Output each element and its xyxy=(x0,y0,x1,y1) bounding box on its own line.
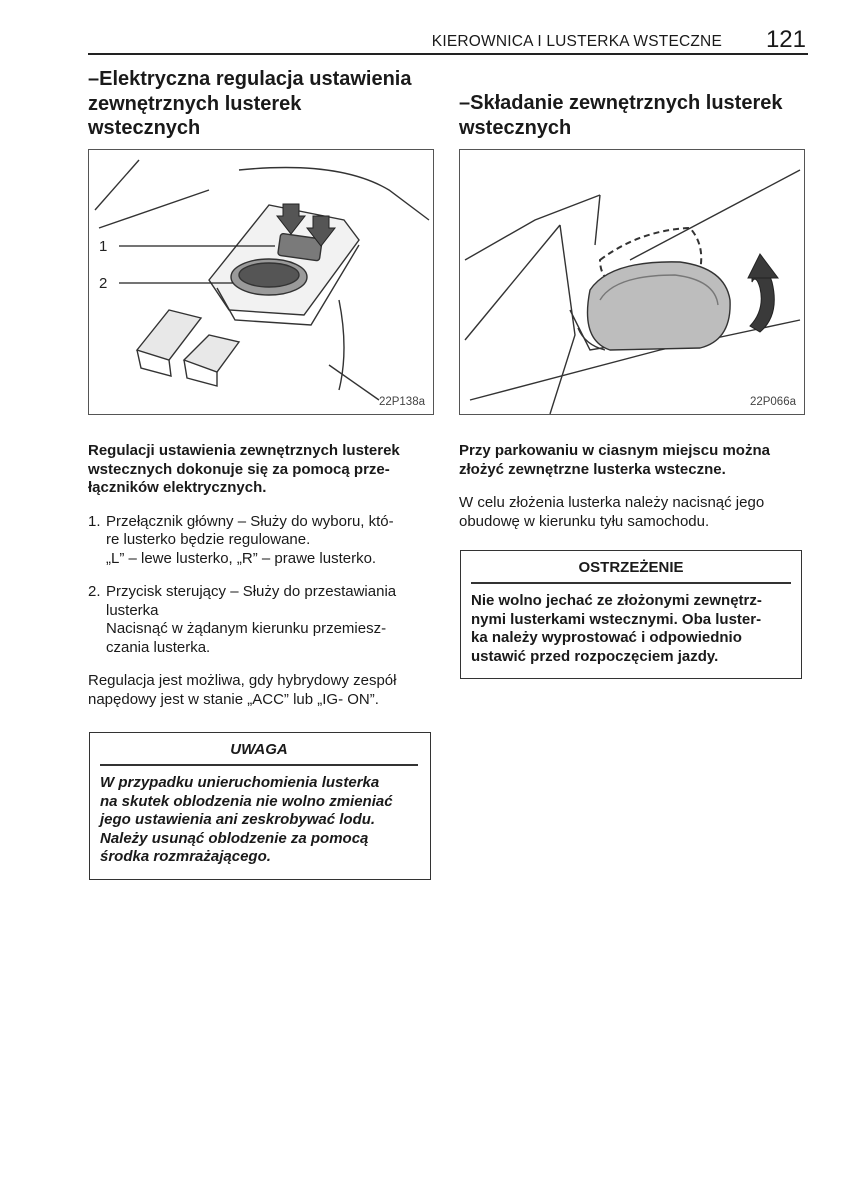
text-line: obudowę w kierunku tyłu samochodu. xyxy=(459,512,710,530)
text-line: Regulacji ustawienia zewnętrznych lusterek xyxy=(88,442,400,459)
figure-code: 22P138a xyxy=(378,396,425,408)
text-line: wstecznych dokonuje się za pomocą prze- xyxy=(88,460,390,478)
warning-box xyxy=(460,550,802,679)
mirror-fold-figure xyxy=(459,149,805,415)
text-line: Przy parkowaniu w ciasnym miejscu można xyxy=(459,442,770,459)
left-heading-line: –Elektryczna regulacja ustawienia xyxy=(88,68,412,90)
list-item-1 xyxy=(88,513,436,569)
text-line: W przypadku unieruchomienia lusterka xyxy=(100,774,380,791)
right-heading-line: wstecznych xyxy=(459,116,572,139)
text-line: na skutek oblodzenia nie wolno zmieniać xyxy=(100,792,393,810)
mirror-fold-illustration xyxy=(460,150,804,414)
callout-1: 1 xyxy=(99,238,108,255)
text-line: nymi lusterkami wstecznymi. Oba luster- xyxy=(471,610,762,628)
left-heading-line: wstecznych xyxy=(88,117,201,139)
text-line: re lusterko będzie regulowane. xyxy=(106,531,311,548)
list-number: 1. xyxy=(88,512,101,530)
text-line: Nacisnąć w żądanym kierunku przemiesz- xyxy=(106,620,387,637)
right-heading xyxy=(459,91,804,140)
text-line: złożyć zewnętrzne lusterka wsteczne. xyxy=(459,460,726,478)
left-lead xyxy=(88,442,436,498)
text-line: Należy usunąć oblodzenie za pomocą xyxy=(100,829,369,847)
mirror-switch-illustration xyxy=(89,150,433,414)
left-body xyxy=(88,442,436,709)
list-number: 2. xyxy=(88,583,101,600)
text-line: Nie wolno jechać ze złożonymi zewnętrz- xyxy=(471,592,762,609)
right-lead xyxy=(459,442,804,479)
text-line: lusterka xyxy=(106,601,159,619)
text-line: Przycisk sterujący – Służy do przestawiania xyxy=(106,583,397,600)
callout-2: 2 xyxy=(99,275,108,292)
caution-title: UWAGA xyxy=(100,741,418,766)
text-line: czania lusterka. xyxy=(106,638,211,656)
text-line: łączników elektrycznych. xyxy=(88,479,267,496)
caution-box xyxy=(89,732,431,880)
mirror-switch-figure xyxy=(88,149,434,415)
header-rule xyxy=(88,53,808,55)
right-body xyxy=(459,442,804,531)
warning-body xyxy=(471,584,791,666)
list-item-2 xyxy=(88,583,436,657)
text-line: jego ustawienia ani zeskrobywać lodu. xyxy=(100,811,376,828)
right-heading-line: –Składanie zewnętrznych lusterek xyxy=(459,92,783,114)
text-line: „L” – lewe lusterko, „R” – prawe lusterko. xyxy=(106,549,377,567)
caution-body xyxy=(100,766,418,867)
warning-title: OSTRZEŻENIE xyxy=(471,559,791,584)
text-line: ustawić przed rozpoczęciem jazdy. xyxy=(471,647,719,665)
page-number: 121 xyxy=(765,26,806,53)
header-title: KIEROWNICA I LUSTERKA WSTECZNE xyxy=(431,33,722,50)
figure-code: 22P066a xyxy=(749,396,796,408)
text-line: Regulacja jest możliwa, gdy hybrydowy zespół xyxy=(88,672,397,689)
left-heading-line: zewnętrznych lusterek xyxy=(88,92,302,115)
text-line: W celu złożenia lusterka należy nacisnąć jego xyxy=(459,494,765,511)
right-para xyxy=(459,494,804,531)
left-heading xyxy=(88,67,436,141)
text-line: napędowy jest w stanie „ACC” lub „IG- ON”. xyxy=(88,690,379,708)
text-line: ka należy wyprostować i odpowiednio xyxy=(471,629,742,646)
text-line: środka rozmrażającego. xyxy=(100,848,271,865)
left-note xyxy=(88,672,436,709)
text-line: Przełącznik główny – Służy do wyboru, któ- xyxy=(106,512,394,530)
page-header xyxy=(88,26,808,54)
